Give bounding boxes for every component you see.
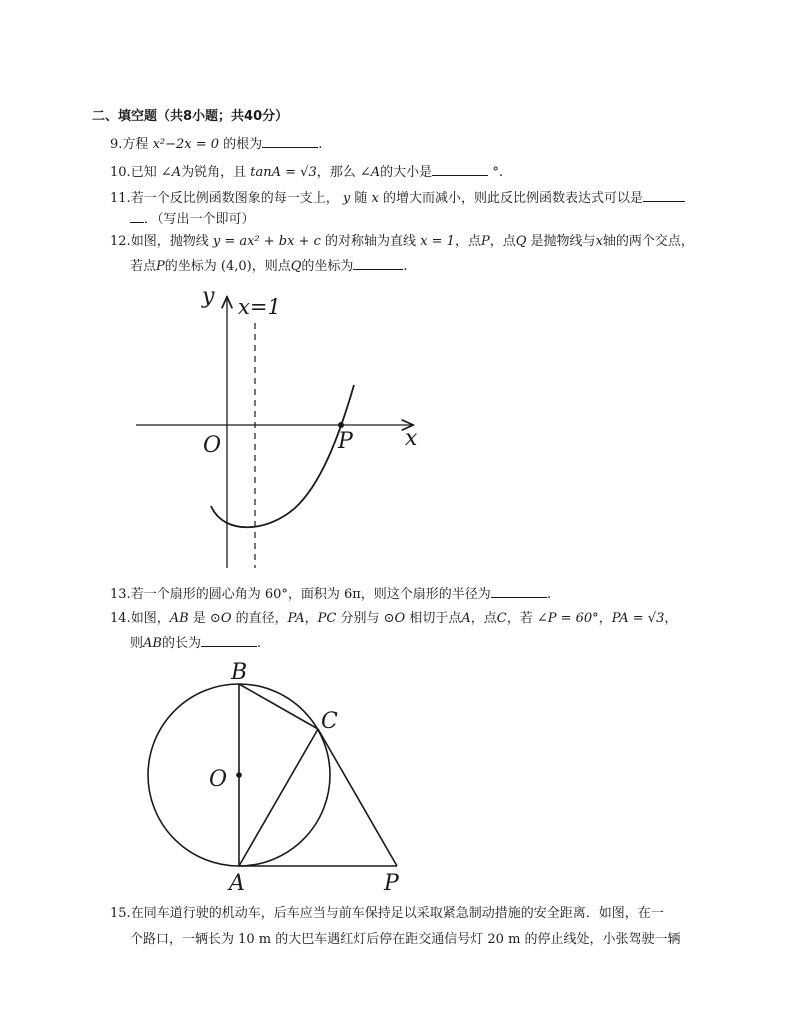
q11-var-x: x [371, 191, 379, 206]
q14-point-a: A [461, 611, 471, 626]
q10-end: °. [492, 165, 503, 180]
chord-bc [239, 684, 318, 729]
chord-ac [239, 729, 318, 866]
q14-text: 的直径， [235, 611, 288, 626]
q12-equation: y = ax² + bx + c [212, 234, 321, 249]
q15-line2: 个路口，一辆长为 10 m 的大巴车遇红灯后停在距交通信号灯 20 m 的停止线处，小张驾驶一辆 [130, 932, 681, 947]
q12-text: ，点 [454, 234, 481, 249]
q14-center-o: O [220, 611, 232, 626]
q14-text: ，点 [470, 611, 497, 626]
q12-point-q: Q [290, 259, 302, 274]
point-o-label: O [209, 767, 228, 792]
q15-num: 15. [110, 906, 131, 921]
q14-text: ， [304, 611, 318, 626]
q12-point-p: P [156, 259, 165, 274]
q12-point-p: P [480, 234, 490, 249]
q14-angle-eq: ∠P = 60° [536, 611, 599, 626]
q11-text: 的增大而减小，则此反比例函数表达式可以是 [382, 191, 643, 206]
q14-segment-ab: AB [143, 636, 162, 651]
q14-text: 相切于点 [409, 611, 462, 626]
q10-angle: ∠A [359, 165, 381, 180]
q12-var-x: x [595, 234, 603, 249]
q12-text: 若点 [130, 259, 157, 274]
q14-text: ，若 [506, 611, 533, 626]
q14-text: 分别与 ⊙ [340, 611, 395, 626]
x-axis-label: x [405, 426, 418, 451]
q9-equation: x²−2x = 0 [152, 137, 220, 152]
q14-text: 是 ⊙ [192, 611, 221, 626]
q14-text: ， [598, 611, 612, 626]
q12-text: 的对称轴为直线 [325, 234, 417, 249]
y-axis-label: y [202, 284, 215, 309]
q10-num: 10. [110, 165, 131, 180]
q14-center-o: O [394, 611, 406, 626]
q12-text: 是抛物线与 [530, 234, 596, 249]
q14-length-eq: PA = √3 [611, 611, 665, 626]
symmetry-axis-label: x=1 [238, 295, 281, 319]
point-a-label: A [229, 871, 245, 896]
point-p-label: P [338, 429, 353, 454]
q9-num: 9. [110, 137, 123, 152]
q9-post: 的根为 [223, 137, 263, 152]
q10-text: 已知 [130, 165, 157, 180]
q13-end: . [546, 587, 551, 602]
q12-text: 轴的两个交点， [602, 234, 694, 249]
q14-segment-pc: PC [317, 611, 337, 626]
q14-point-c: C [496, 611, 507, 626]
q11-var-y: y [342, 191, 351, 206]
q14-text: 则 [130, 636, 144, 651]
question-15-line2 [130, 931, 681, 949]
q12-num: 12. [110, 234, 131, 249]
q10-angle: ∠A [160, 165, 182, 180]
section-header: 二、填空题（共8小题；共40分） [92, 109, 289, 124]
point-b-label: B [231, 660, 248, 685]
q12-axis-eq: x = 1 [420, 234, 455, 249]
q14-text: 的长为 [161, 636, 201, 651]
q12-text: 的坐标为 (4,0)，则点 [164, 259, 291, 274]
q9-end: . [318, 137, 323, 152]
q12-point-q: Q [515, 234, 527, 249]
q14-text: ， [664, 611, 678, 626]
q11-text: 若一个反比例函数图象的每一支上， [130, 191, 339, 206]
q14-num: 14. [110, 611, 131, 626]
origin-label: O [203, 433, 222, 458]
q12-text: ，点 [489, 234, 516, 249]
q11-text: 随 [354, 191, 368, 206]
q10-text: ，那么 [316, 165, 356, 180]
q12-text: 的坐标为 [301, 259, 354, 274]
center-o-dot [236, 772, 242, 778]
q9-pre: 方程 [122, 137, 149, 152]
point-c-label: C [321, 709, 338, 734]
q13-num: 13. [110, 587, 131, 602]
q13-text: 若一个扇形的圆心角为 60°，面积为 6π，则这个扇形的半径为 [130, 587, 491, 602]
q12-text: 如图，抛物线 [130, 234, 209, 249]
q11-cont-text: ．（写出一个即可） [144, 212, 255, 227]
q10-equation: tanA = √3 [250, 165, 317, 180]
question-15 [110, 905, 664, 923]
point-p-label: P [384, 871, 399, 896]
q15-line1: 在同车道行驶的机动车，后车应当与前车保持足以采取紧急制动措施的安全距离．如图，在一 [130, 906, 664, 921]
q11-num: 11. [110, 191, 131, 206]
q14-text: 如图， [130, 611, 170, 626]
q10-text: 为锐角，且 [181, 165, 247, 180]
q10-text: 的大小是 [380, 165, 433, 180]
q14-segment-pa: PA [287, 611, 305, 626]
q14-end: . [256, 636, 262, 651]
q12-end: . [403, 259, 408, 274]
tangent-pc [318, 729, 397, 866]
q14-segment-ab: AB [169, 611, 189, 626]
